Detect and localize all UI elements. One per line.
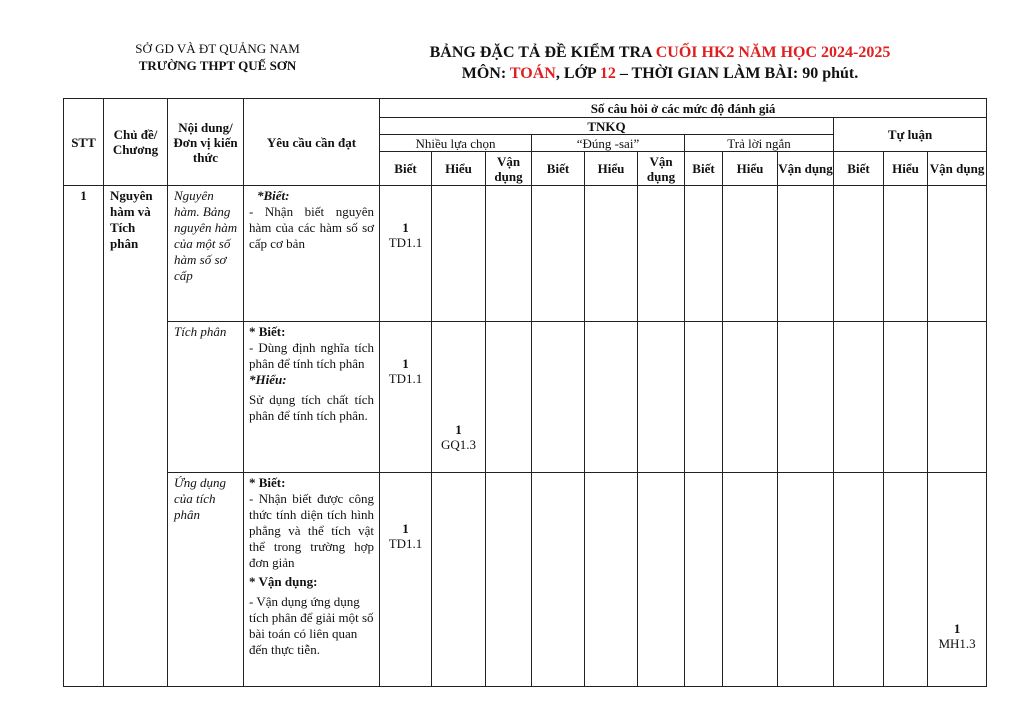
- question-code: GQ1.3: [440, 437, 477, 452]
- grade-number: 12: [599, 65, 616, 82]
- header-short-answer: Trả lời ngắn: [685, 135, 834, 152]
- level-van-dung: Vận dụng: [928, 152, 987, 186]
- header-essay: Tự luận: [834, 118, 987, 152]
- level-biet: Biết: [834, 152, 884, 186]
- question-count: 1: [402, 220, 409, 235]
- mcq-biet-cell: [380, 473, 432, 687]
- level-biet: Biết: [532, 152, 585, 186]
- text-van-dung: - Vận dụng ứng dụng tích phân để giải một số bài toán có liên quan đến thực tiễn.: [249, 594, 374, 657]
- level-van-dung: Vận dụng: [486, 152, 532, 186]
- question-count: 1: [953, 621, 961, 636]
- row-requirement: [244, 473, 380, 687]
- mcq-biet-cell: [380, 322, 432, 473]
- mcq-hieu-cell: [432, 322, 486, 473]
- question-code: TD1.1: [388, 235, 423, 250]
- level-hieu: Hiểu: [884, 152, 928, 186]
- level-biet: Biết: [685, 152, 723, 186]
- header-requirement: Yêu cầu cần đạt: [244, 99, 380, 186]
- duration-text: – THỜI GIAN LÀM BÀI: 90 phút.: [615, 65, 859, 82]
- row-requirement: [244, 186, 380, 322]
- text-hieu: Sử dụng tích chất tích phân để tính tích phân.: [249, 392, 374, 423]
- table-row: [64, 322, 987, 473]
- question-code: MH1.3: [938, 636, 976, 651]
- question-count: 1: [402, 356, 409, 371]
- question-count: 1: [402, 521, 409, 536]
- title-term: CUỐI HK2 NĂM HỌC 2024-2025: [655, 44, 891, 61]
- header-chapter: Chủ đề/ Chương: [104, 99, 168, 186]
- level-biet: Biết: [380, 152, 432, 186]
- text-biet: - Dùng định nghĩa tích phân để tính tích phân: [249, 340, 374, 371]
- specification-table: [63, 98, 987, 687]
- row-content: Tích phân: [168, 322, 244, 473]
- header-tnkq: TNKQ: [380, 118, 834, 135]
- label-van-dung: * Vận dụng:: [249, 574, 318, 589]
- row-content: Nguyên hàm. Bảng nguyên hàm của một số hàm số sơ cấp: [168, 186, 244, 322]
- question-code: TD1.1: [388, 371, 423, 386]
- text-biet: - Nhận biết nguyên hàm của các hàm số sơ cấp cơ bản: [249, 204, 374, 251]
- label-hieu: *Hiểu:: [249, 372, 287, 387]
- level-hieu: Hiểu: [723, 152, 778, 186]
- question-count: 1: [455, 422, 462, 437]
- header-truefalse: “Đúng -sai”: [532, 135, 685, 152]
- label-biet: * Biết:: [249, 475, 286, 490]
- level-van-dung: Vận dụng: [778, 152, 834, 186]
- essay-vd-cell: [928, 473, 987, 687]
- title-line-2: [370, 63, 950, 84]
- department-name: SỞ GD VÀ ĐT QUẢNG NAM: [135, 41, 300, 56]
- question-code: TD1.1: [388, 536, 423, 551]
- level-hieu: Hiểu: [585, 152, 638, 186]
- document-title: [370, 42, 950, 84]
- header-mcq: Nhiều lựa chọn: [380, 135, 532, 152]
- header-stt: STT: [64, 99, 104, 186]
- table-row: [64, 473, 987, 687]
- header-levels-title: Số câu hỏi ở các mức độ đánh giá: [380, 99, 987, 118]
- level-van-dung: Vận dụng: [638, 152, 685, 186]
- title-prefix: BẢNG ĐẶC TẢ ĐỀ KIỂM TRA: [429, 44, 656, 61]
- label-biet: * Biết:: [249, 324, 286, 339]
- header-content: Nội dung/Đơn vị kiến thức: [168, 99, 244, 186]
- row-stt: 1: [64, 186, 104, 687]
- mcq-biet-cell: [380, 186, 432, 322]
- text-biet: - Nhận biết được công thức tính diện tích hình phẳng và thể tích vật thể trong trường hợp đơn giản: [249, 491, 374, 570]
- title-line-1: [370, 42, 950, 63]
- header-left: [95, 40, 340, 74]
- level-hieu: Hiểu: [432, 152, 486, 186]
- row-content: Ứng dụng của tích phân: [168, 473, 244, 687]
- school-name: TRƯỜNG THPT QUẾ SƠN: [138, 58, 297, 73]
- subject-name: TOÁN: [509, 65, 556, 82]
- table-row: [64, 186, 987, 322]
- row-chapter: Nguyên hàm và Tích phân: [104, 186, 168, 687]
- subject-prefix: MÔN:: [461, 65, 510, 82]
- label-biet: *Biết:: [257, 188, 290, 203]
- row-requirement: [244, 322, 380, 473]
- grade-prefix: , LỚP: [555, 65, 600, 82]
